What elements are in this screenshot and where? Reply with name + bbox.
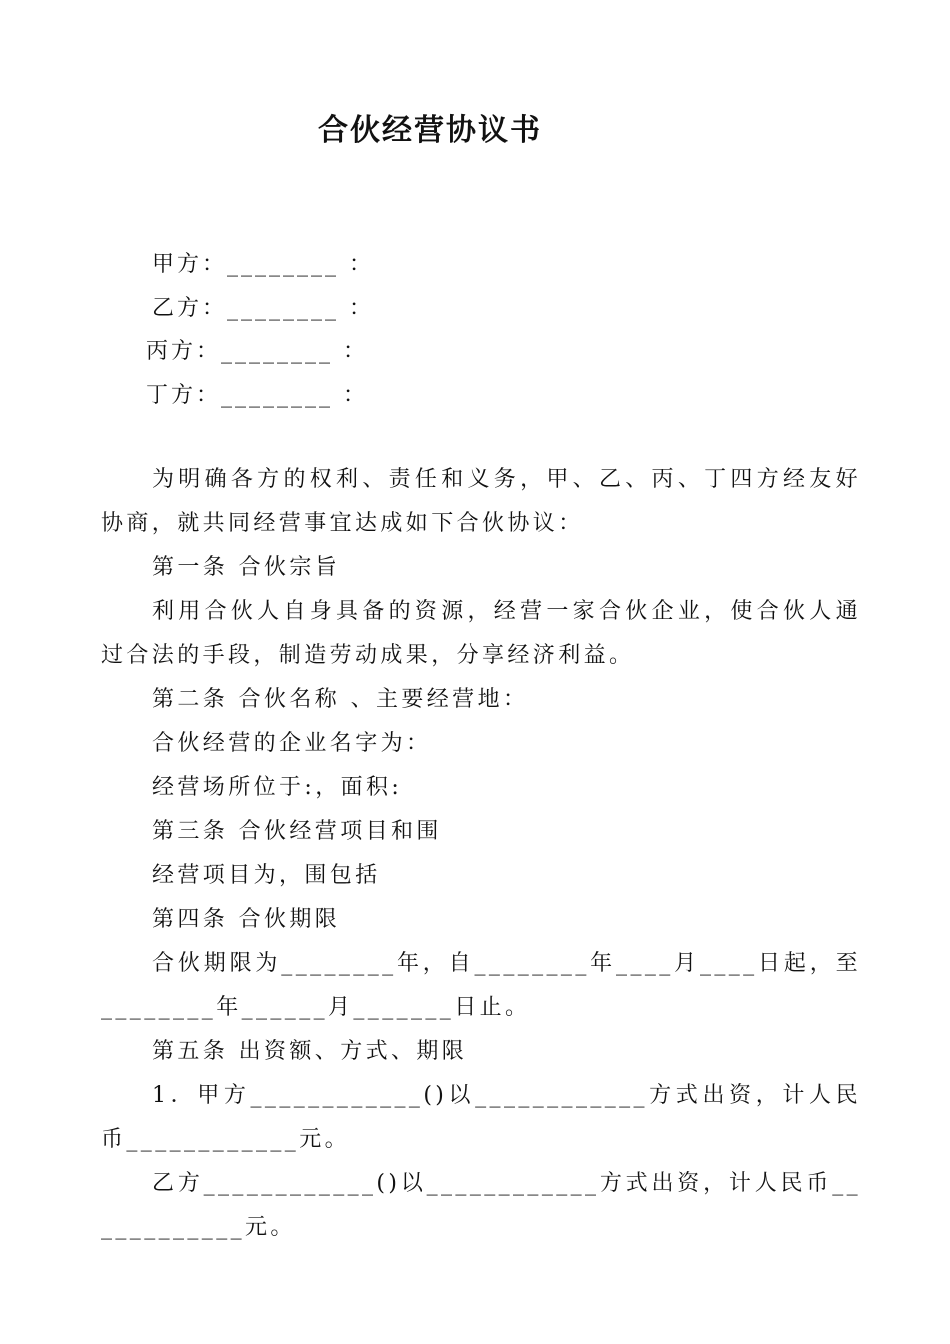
intro-paragraph: 为明确各方的权利、责任和义务，甲、乙、丙、丁四方经友好协商，就共同经营事宜达成如下合伙协议： [101, 467, 861, 536]
partnership-term-text: 合伙期限为________年，自________年____月____日起，至________年______月_______日止。 [101, 951, 861, 1020]
party-b-line: 乙方：________ ： [152, 295, 374, 321]
article-1-text: 利用合伙人自身具备的资源，经营一家合伙企业，使合伙人通过合法的手段，制造劳动成果，分享经济利益。 [101, 599, 861, 668]
document-title: 合伙经营协议书 [318, 113, 542, 148]
agreement-body [101, 458, 861, 1250]
article-4-heading: 第四条 合伙期限 [152, 907, 341, 932]
party-c-line: 丙方：________ ： [146, 339, 368, 364]
article-1-heading: 第一条 合伙宗旨 [152, 555, 341, 580]
party-b-contribution: 乙方____________()以____________方式出资，计人民币____________元。 [101, 1171, 861, 1240]
business-location-line: 经营场所位于:，面积: [152, 775, 403, 800]
article-5-heading: 第五条 出资额、方式、期限 [152, 1039, 468, 1064]
enterprise-name-line: 合伙经营的企业名字为： [152, 731, 432, 756]
party-list [146, 243, 374, 417]
article-3-heading: 第三条 合伙经营项目和围 [152, 819, 442, 844]
party-d-line: 丁方：________ ： [146, 382, 368, 408]
article-2-heading: 第二条 合伙名称 、主要经营地： [152, 687, 529, 712]
party-a-contribution: 1．甲方____________()以____________方式出资，计人民币____________元。 [101, 1083, 861, 1152]
business-scope-line: 经营项目为，围包括 [152, 863, 381, 888]
party-a-line: 甲方：________ ： [152, 252, 374, 277]
